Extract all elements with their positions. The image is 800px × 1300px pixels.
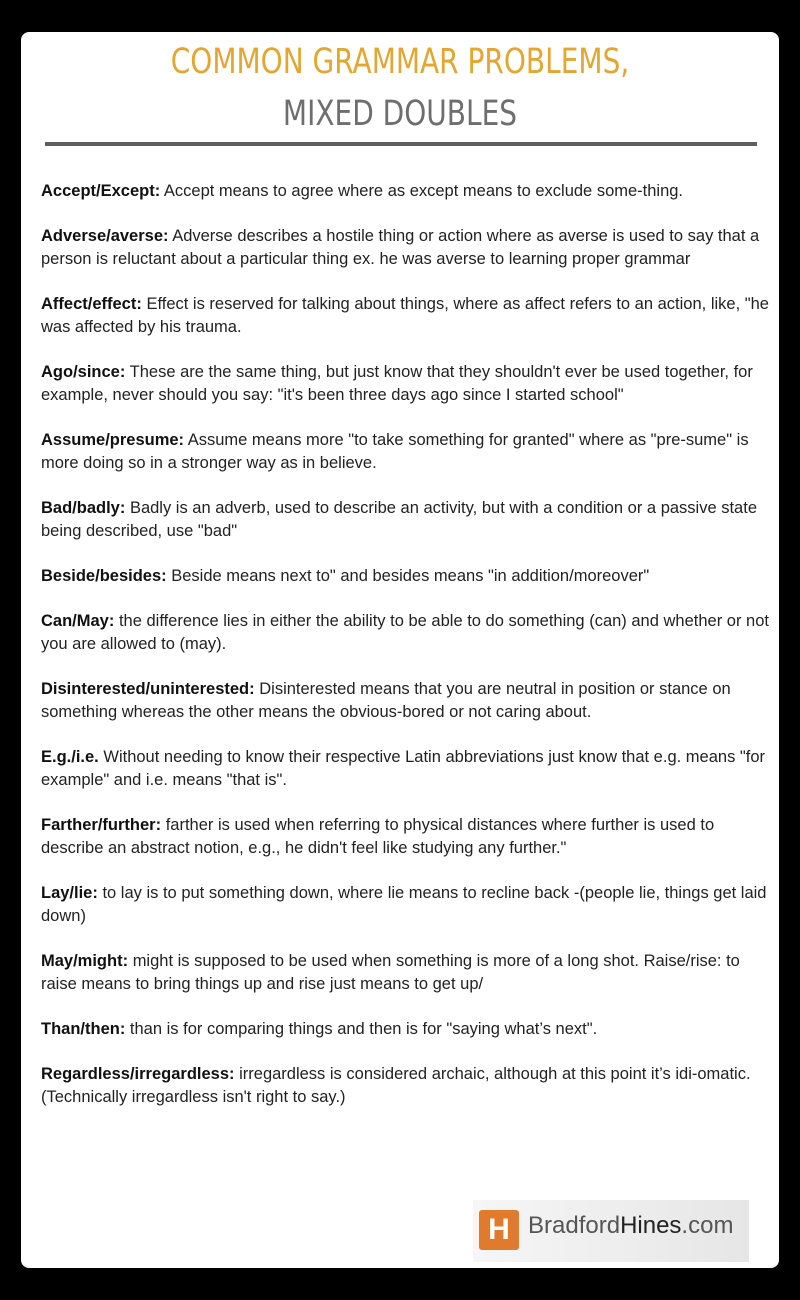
entry-term: Bad/badly:	[41, 499, 126, 517]
entry-text: Disinterested means that you are neutral in position or stance on something whereas the other means the obvious-bored or not caring about.	[41, 680, 731, 721]
entry-may-might	[41, 950, 771, 996]
entry-can-may	[41, 610, 771, 656]
entry-text: Badly is an adverb, used to describe an activity, but with a condition or a passive state being described, use "bad"	[41, 499, 757, 540]
h-logo-icon: H	[479, 1210, 519, 1250]
entry-text: These are the same thing, but just know that they shouldn't ever be used together, for example, never should you say: "it's been three days ago since I started school"	[41, 363, 753, 404]
brand-name-part: Bradford	[528, 1212, 621, 1239]
entry-term: Accept/Except:	[41, 182, 161, 200]
brand-name-part: .com	[681, 1212, 734, 1239]
entry-term: Farther/further:	[41, 816, 162, 834]
entry-term: Regardless/irregardless:	[41, 1065, 235, 1083]
entry-eg-ie	[41, 746, 771, 792]
entry-farther-further	[41, 814, 771, 860]
entry-text: to lay is to put something down, where lie means to recline back -(people lie, things get laid down)	[41, 884, 767, 925]
entry-text: farther is used when referring to physical distances where further is used to describe an abstract notion, e.g., he didn't feel like studying any further."	[41, 816, 715, 857]
entry-than-then	[41, 1018, 771, 1041]
entry-text: Beside means next to" and besides means "in addition/moreover"	[171, 567, 650, 585]
entry-ago-since	[41, 361, 771, 407]
entry-term: Than/then:	[41, 1020, 126, 1038]
entry-text: Assume means more "to take something for granted" where as "pre-sume" is more doing so in a stronger way as in believe.	[41, 431, 749, 472]
entry-term: Adverse/averse:	[41, 227, 169, 245]
entry-term: Assume/presume:	[41, 431, 185, 449]
brand-name-part: Hines	[620, 1212, 682, 1239]
entry-text: irregardless is considered archaic, although at this point it’s idi-omatic. (Technically irregardless isn't right to say.)	[41, 1065, 751, 1106]
entry-text: Without needing to know their respective Latin abbreviations just know that e.g. means "for example" and i.e. means "that is".	[41, 748, 766, 789]
entry-text: Adverse describes a hostile thing or action where as averse is used to say that a person is reluctant about a particular thing ex. he was averse to learning proper grammar	[41, 227, 760, 268]
entry-text: Accept means to agree where as except means to exclude some-thing.	[163, 182, 684, 200]
entry-affect-effect	[41, 293, 771, 339]
entry-list	[41, 180, 771, 1131]
entry-text: the difference lies in either the ability to be able to do something (can) and whether or not you are allowed to (may).	[41, 612, 769, 653]
entry-term: Beside/besides:	[41, 567, 167, 585]
title-line-1: COMMON GRAMMAR PROBLEMS,	[170, 42, 630, 82]
brand-footer	[473, 1200, 749, 1262]
brand-name	[528, 1214, 733, 1238]
entry-text: Effect is reserved for talking about things, where as affect refers to an action, like, "he was affected by his trauma.	[41, 295, 769, 336]
entry-term: E.g./i.e.	[41, 748, 99, 766]
title-divider	[45, 142, 757, 146]
entry-term: Affect/effect:	[41, 295, 142, 313]
entry-term: Can/May:	[41, 612, 115, 630]
entry-term: Lay/lie:	[41, 884, 98, 902]
entry-text: might is supposed to be used when something is more of a long shot. Raise/rise: to raise means to bring things up and rise just means to get up/	[41, 952, 740, 993]
entry-beside-besides	[41, 565, 771, 588]
entry-lay-lie	[41, 882, 771, 928]
entry-regardless-irregardless	[41, 1063, 771, 1109]
entry-disinterested-uninterested	[41, 678, 771, 724]
entry-text: than is for comparing things and then is for "saying what’s next".	[129, 1020, 598, 1038]
title-line-2: MIXED DOUBLES	[282, 94, 518, 134]
entry-bad-badly	[41, 497, 771, 543]
entry-adverse-averse	[41, 225, 771, 271]
entry-term: May/might:	[41, 952, 129, 970]
entry-accept-except	[41, 180, 771, 203]
infographic-card	[21, 32, 779, 1268]
entry-term: Disinterested/uninterested:	[41, 680, 255, 698]
entry-term: Ago/since:	[41, 363, 126, 381]
entry-assume-presume	[41, 429, 771, 475]
